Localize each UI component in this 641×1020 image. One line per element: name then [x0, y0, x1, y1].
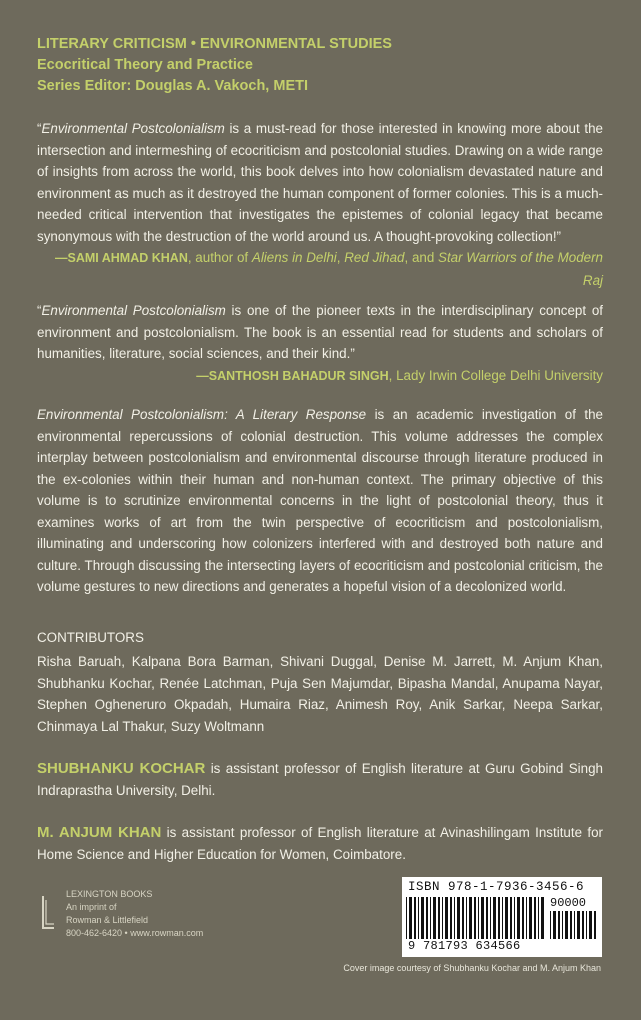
description-title: Environmental Postcolonialism: A Literary Response [37, 407, 367, 422]
blurb-one-text: “Environmental Postcolonialism is a must-read for those interested in knowing more about the intersection and intermeshing of ecocriticism and postcolonial studies. Drawing on a wide range of insights from across the world, this book delves into how colonialism devastated nature and environment as much as it destroyed the human component of former colonies. This is a much-needed critical intervention that investigates the epistemes of colonial legacy that became synonymous with the destruction of the world around us. A thought-provoking collection!” [37, 121, 604, 244]
publisher-parent: Rowman & Littlefield [66, 915, 149, 925]
series-editor: Series Editor: Douglas A. Vakoch, METI [37, 78, 308, 94]
category-line: LITERARY CRITICISM • ENVIRONMENTAL STUDIES [37, 36, 392, 52]
bio-khan-name: M. ANJUM KHAN [37, 824, 162, 841]
blurb-two-title: Environmental Postcolonialism [41, 303, 226, 318]
blurb-two-attribution: —SANTHOSH BAHADUR SINGH, Lady Irwin College Delhi University [196, 367, 603, 383]
book-description [37, 404, 603, 598]
publisher-block [40, 888, 203, 940]
blurb-one-title: Environmental Postcolonialism [41, 121, 225, 136]
series-header [37, 34, 392, 97]
blurb-two [37, 300, 603, 387]
publisher-logo-icon [40, 892, 56, 932]
contributors-heading: CONTRIBUTORS [37, 630, 144, 645]
barcode-digits: 9 781793 634566 [408, 939, 521, 953]
publisher-name: LEXINGTON BOOKS [66, 889, 153, 899]
barcode-bars [406, 897, 544, 939]
series-title: Ecocritical Theory and Practice [37, 57, 253, 73]
blurb-two-text: “Environmental Postcolonialism is one of the pioneer texts in the interdisciplinary concept of environment and postcolonialism. The book is an essential read for students and scholars of humanities, literature, social sciences, and their kind.” [37, 303, 603, 361]
bio-khan: M. ANJUM KHAN is assistant professor of English literature at Avinashilingam Institute for Home Science and Higher Education for Women, Coimbatore. [37, 824, 603, 862]
description-text: Environmental Postcolonialism: A Literary Response is an academic investigation of the environmental repercussions of colonial destruction. This volume addresses the complex interplay between postcolonialism and environmental discourse through literature produced in the ex-colonies within their human and non-human context. The primary objective of this volume is to scrutinize environmental concerns in the light of postcolonial theory, thus it examines works of art from the twin perspective of ecocriticism and postcolonialism, illuminating and underscoring how colonizers interfered with and destroyed both nature and culture. Through discussing the intersecting layers of ecocriticism and postcolonial criticism, the volume gestures to new directions and generates a hopeful vision of a decolonized world. [37, 407, 604, 594]
price-code: 90000 [550, 896, 587, 910]
isbn-number: ISBN 978-1-7936-3456-6 [408, 880, 585, 894]
bio-kochar-name: SHUBHANKU KOCHAR [37, 760, 206, 777]
publisher-contact: 800-462-6420 • www.rowman.com [66, 928, 204, 938]
blurb-one-attribution: —SAMI AHMAD KHAN, author of Aliens in Delhi, Red Jihad, and Star Warriors of the Modern Raj [54, 250, 603, 288]
price-barcode-bars [550, 911, 598, 939]
blurb-one [37, 118, 603, 291]
bio-kochar: SHUBHANKU KOCHAR is assistant professor of English literature at Guru Gobind Singh Indraprastha University, Delhi. [37, 760, 603, 798]
contributors-list: Risha Baruah, Kalpana Bora Barman, Shivani Duggal, Denise M. Jarrett, M. Anjum Khan, Shubhanku Kochar, Renée Latchman, Puja Sen Majumdar, Bipasha Mandal, Anupama Nayar, Stephen Ogheneruro Okpadah, Humaira Riaz, Animesh Roy, Anik Sarkar, Neepa Sarkar, Chinmaya Lal Thakur, Suzy Woltmann [37, 654, 603, 734]
isbn-barcode [402, 877, 602, 957]
cover-credit: Cover image courtesy of Shubhanku Kochar and M. Anjum Khan [343, 963, 601, 973]
publisher-imprint: An imprint of [66, 902, 117, 912]
